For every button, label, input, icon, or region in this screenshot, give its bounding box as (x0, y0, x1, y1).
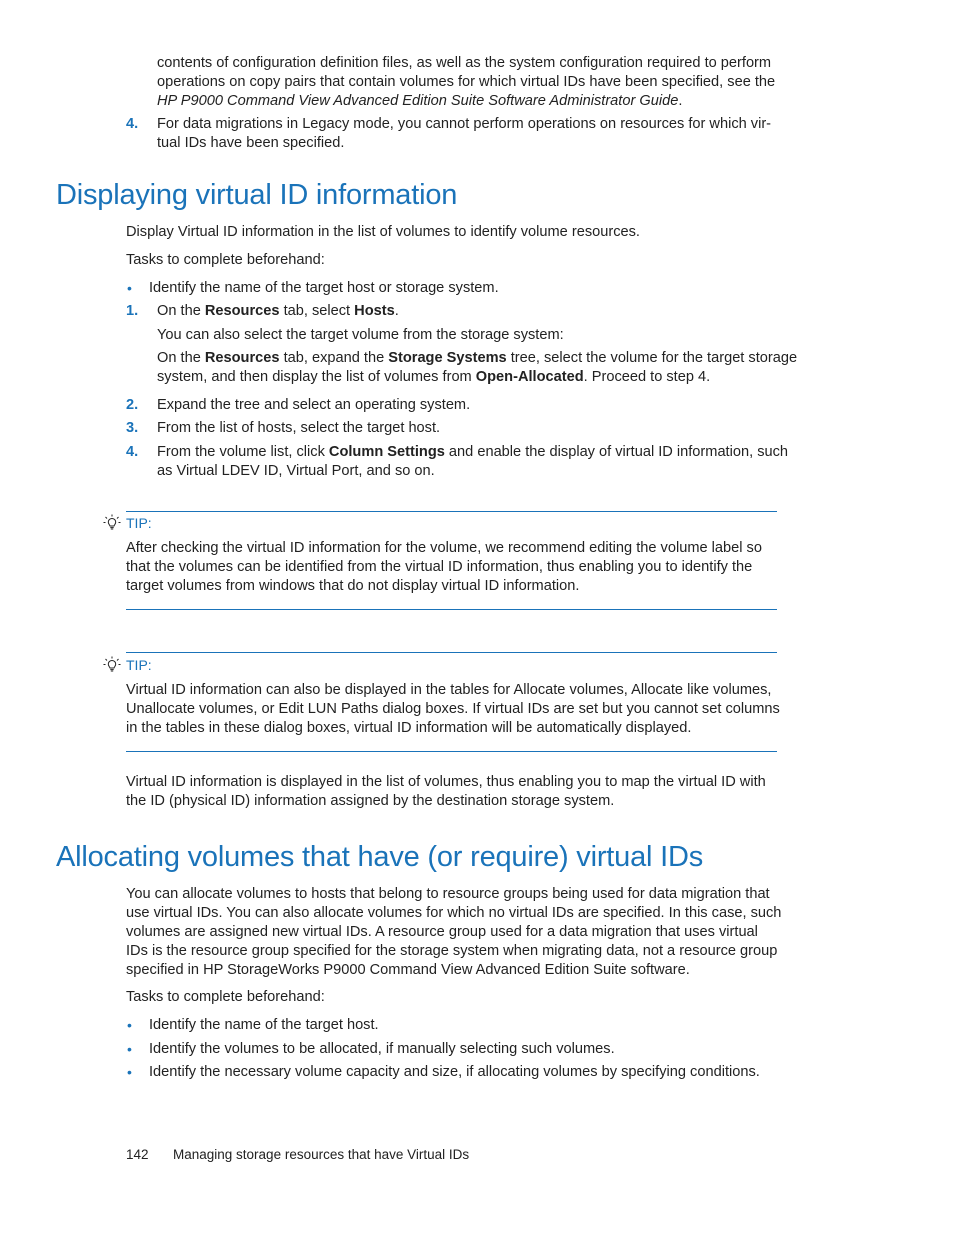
footer-chapter-title: Managing storage resources that have Virtual IDs (173, 1147, 470, 1162)
bullet-marker: • (127, 1064, 132, 1080)
body-paragraph: Display Virtual ID information in the list of volumes to identify volume resources. (126, 224, 640, 240)
list-item: For data migrations in Legacy mode, you cannot perform operations on resources for which vir- tual IDs have been specified. (157, 116, 772, 151)
tip-bottom-rule (126, 609, 777, 610)
ui-term: Open-Allocated (475, 369, 584, 385)
intro-line: contents of configuration definition files, as well as the system configuration required to perform (157, 55, 772, 71)
tip-bottom-rule (126, 751, 777, 752)
guide-title: HP P9000 Command View Advanced Edition Suite Software Administrator Guide (157, 93, 679, 109)
tip-top-rule (126, 511, 777, 512)
step-number: 4. (126, 116, 139, 132)
step-number: 3. (126, 420, 139, 436)
tip-label: TIP: (126, 515, 152, 531)
list-item: Identify the necessary volume capacity and size, if allocating volumes by specifying conditions. (149, 1064, 760, 1080)
list-item: Identify the name of the target host. (149, 1017, 379, 1033)
intro-paragraph (157, 54, 775, 111)
step-number: 1. (126, 303, 139, 319)
bullet-marker: • (127, 280, 132, 296)
intro-line: HP P9000 Command View Advanced Edition Suite Software Administrator Guide. (157, 93, 683, 109)
step-note: On the Resources tab, expand the Storage Systems tree, select the volume for the target storage system, and then display the list of volumes from Open-Allocated. Proceed to step 4. (157, 350, 798, 385)
lightbulb-icon (102, 655, 122, 675)
ui-term: Hosts (354, 303, 395, 319)
list-item: Identify the name of the target host or storage system. (149, 280, 499, 296)
intro-line: operations on copy pairs that contain volumes for which virtual IDs have been specified, see the (157, 74, 776, 90)
bullet-marker: • (127, 1017, 132, 1033)
ui-term: Column Settings (328, 444, 445, 460)
step-item: From the list of hosts, select the target host. (157, 420, 441, 436)
step-item: On the Resources tab, select Hosts. (157, 303, 399, 319)
body-paragraph: You can allocate volumes to hosts that belong to resource groups being used for data migration that use virtual IDs. You can also allocate volumes for which no virtual IDs are specified. In this case, such volumes are assigned new virtual IDs. A resource group used for a data migration that uses virtual IDs is the resource group specified for the storage system when migrating data, not a resource group specified in HP StorageWorks P9000 Command View Advanced Edition Suite software. (126, 886, 782, 978)
step-number: 2. (126, 397, 139, 413)
step-note: You can also select the target volume from the storage system: (157, 327, 564, 343)
bullet-marker: • (127, 1041, 132, 1057)
step-item: Expand the tree and select an operating system. (157, 397, 471, 413)
tip-text: After checking the virtual ID information for the volume, we recommend editing the volume label so that the volumes can be identified from the virtual ID information, thus enabling you to identify the target volumes from windows that do not display virtual ID information. (126, 540, 762, 594)
page-number: 142 (126, 1147, 149, 1162)
section-heading: Displaying virtual ID information (56, 179, 458, 211)
lightbulb-icon (102, 513, 122, 533)
step-item: From the volume list, click Column Settings and enable the display of virtual ID information, such as Virtual LDEV ID, Virtual Port, and so on. (157, 444, 789, 479)
tasks-label: Tasks to complete beforehand: (126, 252, 325, 268)
list-item: Identify the volumes to be allocated, if manually selecting such volumes. (149, 1041, 615, 1057)
tasks-label: Tasks to complete beforehand: (126, 989, 325, 1005)
tip-text: Virtual ID information can also be displayed in the tables for Allocate volumes, Allocate like volumes, Unallocate volumes, or Edit LUN Paths dialog boxes. If virtual IDs are set but you cannot set columns in the tables in these dialog boxes, virtual ID information will be automatically displayed. (126, 682, 780, 736)
ui-term: Storage Systems (388, 350, 507, 366)
body-paragraph: Virtual ID information is displayed in the list of volumes, thus enabling you to map the virtual ID with the ID (physical ID) information assigned by the destination storage system. (126, 774, 766, 809)
section-heading: Allocating volumes that have (or require) virtual IDs (56, 841, 704, 873)
ui-term: Resources (204, 303, 280, 319)
tip-top-rule (126, 652, 777, 653)
ui-term: Resources (204, 350, 280, 366)
step-number: 4. (126, 444, 139, 460)
tip-label: TIP: (126, 657, 152, 673)
